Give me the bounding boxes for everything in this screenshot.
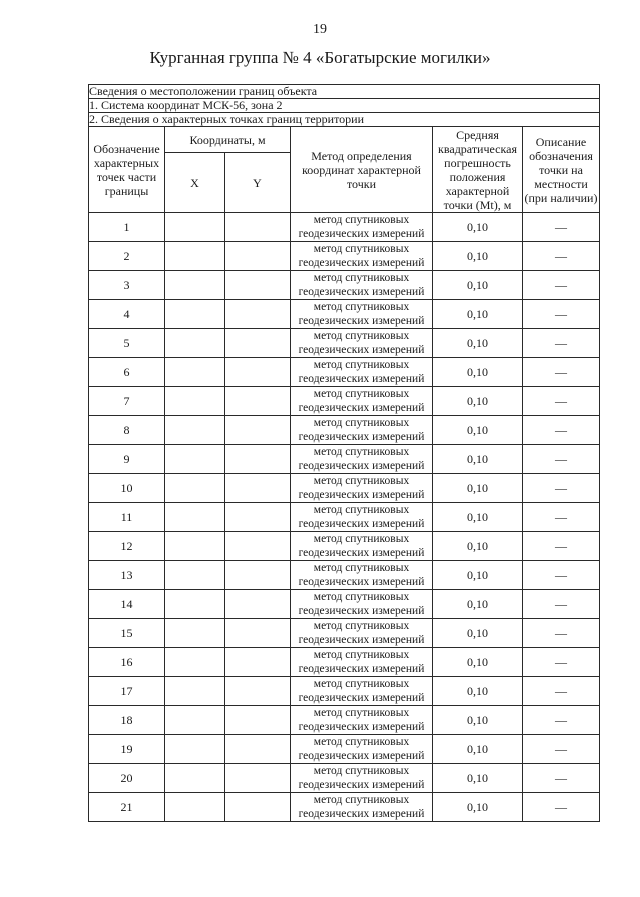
coord-x (165, 648, 225, 677)
section-header: Сведения о местоположении границ объекта (89, 85, 600, 99)
table-row (89, 793, 600, 822)
point-number: 20 (89, 764, 165, 793)
table-row (89, 242, 600, 271)
error-cell: 0,10 (433, 300, 523, 329)
error-cell: 0,10 (433, 387, 523, 416)
coord-y (225, 503, 291, 532)
point-number: 8 (89, 416, 165, 445)
description-cell: — (523, 329, 600, 358)
method-cell: метод спутниковых геодезических измерений (291, 735, 433, 764)
table-row (89, 735, 600, 764)
description-cell: — (523, 532, 600, 561)
description-cell: — (523, 358, 600, 387)
coord-y (225, 445, 291, 474)
point-number: 19 (89, 735, 165, 764)
table-row (89, 213, 600, 242)
error-cell: 0,10 (433, 648, 523, 677)
point-number: 2 (89, 242, 165, 271)
table-row (89, 619, 600, 648)
col-header-y: Y (225, 153, 291, 213)
coord-y (225, 474, 291, 503)
col-header-description: Описание обозначения точки на местности (при наличии) (523, 127, 600, 213)
description-cell: — (523, 561, 600, 590)
coord-x (165, 329, 225, 358)
description-cell: — (523, 590, 600, 619)
page-number: 19 (313, 22, 327, 37)
coord-x (165, 764, 225, 793)
coord-x (165, 619, 225, 648)
method-cell: метод спутниковых геодезических измерений (291, 503, 433, 532)
col-header-method: Метод определения координат характерной точки (291, 127, 433, 213)
error-cell: 0,10 (433, 706, 523, 735)
description-cell: — (523, 735, 600, 764)
boundary-points-table (88, 84, 600, 822)
coord-y (225, 387, 291, 416)
description-cell: — (523, 764, 600, 793)
method-cell: метод спутниковых геодезических измерений (291, 213, 433, 242)
method-cell: метод спутниковых геодезических измерений (291, 532, 433, 561)
col-header-coordinates: Координаты, м (165, 127, 291, 153)
table-row (89, 561, 600, 590)
coord-y (225, 677, 291, 706)
table-row (89, 329, 600, 358)
coord-x (165, 590, 225, 619)
method-cell: метод спутниковых геодезических измерений (291, 445, 433, 474)
error-cell: 0,10 (433, 619, 523, 648)
point-number: 7 (89, 387, 165, 416)
table-row (89, 648, 600, 677)
coord-x (165, 242, 225, 271)
error-cell: 0,10 (433, 242, 523, 271)
table-row (89, 300, 600, 329)
coord-y (225, 735, 291, 764)
table-row (89, 590, 600, 619)
description-cell: — (523, 416, 600, 445)
description-cell: — (523, 474, 600, 503)
method-cell: метод спутниковых геодезических измерений (291, 416, 433, 445)
coord-x (165, 735, 225, 764)
col-header-designation: Обозначение характерных точек части границы (89, 127, 165, 213)
error-cell: 0,10 (433, 329, 523, 358)
point-number: 6 (89, 358, 165, 387)
coord-x (165, 213, 225, 242)
point-number: 9 (89, 445, 165, 474)
error-cell: 0,10 (433, 561, 523, 590)
error-cell: 0,10 (433, 474, 523, 503)
coord-y (225, 532, 291, 561)
point-number: 1 (89, 213, 165, 242)
method-cell: метод спутниковых геодезических измерений (291, 561, 433, 590)
coord-y (225, 619, 291, 648)
coord-y (225, 561, 291, 590)
error-cell: 0,10 (433, 793, 523, 822)
method-cell: метод спутниковых геодезических измерений (291, 619, 433, 648)
method-cell: метод спутниковых геодезических измерений (291, 474, 433, 503)
error-cell: 0,10 (433, 503, 523, 532)
table-row (89, 677, 600, 706)
coord-y (225, 590, 291, 619)
error-cell: 0,10 (433, 532, 523, 561)
table-row (89, 271, 600, 300)
coord-y (225, 793, 291, 822)
description-cell: — (523, 503, 600, 532)
method-cell: метод спутниковых геодезических измерений (291, 242, 433, 271)
table-row (89, 474, 600, 503)
method-cell: метод спутниковых геодезических измерений (291, 706, 433, 735)
description-cell: — (523, 213, 600, 242)
description-cell: — (523, 300, 600, 329)
point-number: 4 (89, 300, 165, 329)
error-cell: 0,10 (433, 416, 523, 445)
description-cell: — (523, 387, 600, 416)
coord-x (165, 445, 225, 474)
method-cell: метод спутниковых геодезических измерений (291, 677, 433, 706)
coord-x (165, 387, 225, 416)
coord-x (165, 271, 225, 300)
method-cell: метод спутниковых геодезических измерений (291, 358, 433, 387)
error-cell: 0,10 (433, 590, 523, 619)
coord-y (225, 706, 291, 735)
coord-x (165, 474, 225, 503)
table-row (89, 532, 600, 561)
coord-x (165, 677, 225, 706)
error-cell: 0,10 (433, 445, 523, 474)
col-header-error: Средняя квадратическая погрешность положения характерной точки (Mt), м (433, 127, 523, 213)
table-row (89, 416, 600, 445)
coord-x (165, 561, 225, 590)
point-number: 13 (89, 561, 165, 590)
coord-y (225, 300, 291, 329)
table-row (89, 706, 600, 735)
coord-y (225, 358, 291, 387)
coord-x (165, 532, 225, 561)
error-cell: 0,10 (433, 213, 523, 242)
description-cell: — (523, 445, 600, 474)
description-cell: — (523, 677, 600, 706)
method-cell: метод спутниковых геодезических измерений (291, 793, 433, 822)
description-cell: — (523, 271, 600, 300)
coord-x (165, 358, 225, 387)
point-number: 17 (89, 677, 165, 706)
point-number: 12 (89, 532, 165, 561)
method-cell: метод спутниковых геодезических измерений (291, 300, 433, 329)
coord-x (165, 503, 225, 532)
error-cell: 0,10 (433, 677, 523, 706)
error-cell: 0,10 (433, 358, 523, 387)
error-cell: 0,10 (433, 271, 523, 300)
point-number: 3 (89, 271, 165, 300)
points-section-header: 2. Сведения о характерных точках границ территории (89, 113, 600, 127)
document-title: Курганная группа № 4 «Богатырские могилки» (149, 48, 491, 67)
method-cell: метод спутниковых геодезических измерений (291, 329, 433, 358)
table-row (89, 445, 600, 474)
table-row (89, 503, 600, 532)
point-number: 21 (89, 793, 165, 822)
table-row (89, 358, 600, 387)
point-number: 14 (89, 590, 165, 619)
coord-y (225, 271, 291, 300)
point-number: 11 (89, 503, 165, 532)
coord-y (225, 329, 291, 358)
point-number: 10 (89, 474, 165, 503)
coord-y (225, 416, 291, 445)
description-cell: — (523, 619, 600, 648)
coord-y (225, 764, 291, 793)
point-number: 5 (89, 329, 165, 358)
method-cell: метод спутниковых геодезических измерений (291, 271, 433, 300)
error-cell: 0,10 (433, 764, 523, 793)
method-cell: метод спутниковых геодезических измерений (291, 387, 433, 416)
table-row (89, 764, 600, 793)
coord-y (225, 242, 291, 271)
coord-x (165, 416, 225, 445)
description-cell: — (523, 242, 600, 271)
description-cell: — (523, 793, 600, 822)
coord-x (165, 793, 225, 822)
point-number: 18 (89, 706, 165, 735)
method-cell: метод спутниковых геодезических измерений (291, 590, 433, 619)
description-cell: — (523, 648, 600, 677)
coord-y (225, 213, 291, 242)
col-header-x: X (165, 153, 225, 213)
coordinate-system: 1. Система координат МСК-56, зона 2 (89, 99, 600, 113)
error-cell: 0,10 (433, 735, 523, 764)
point-number: 15 (89, 619, 165, 648)
coord-y (225, 648, 291, 677)
method-cell: метод спутниковых геодезических измерений (291, 764, 433, 793)
point-number: 16 (89, 648, 165, 677)
coord-x (165, 706, 225, 735)
table-row (89, 387, 600, 416)
coord-x (165, 300, 225, 329)
description-cell: — (523, 706, 600, 735)
method-cell: метод спутниковых геодезических измерений (291, 648, 433, 677)
